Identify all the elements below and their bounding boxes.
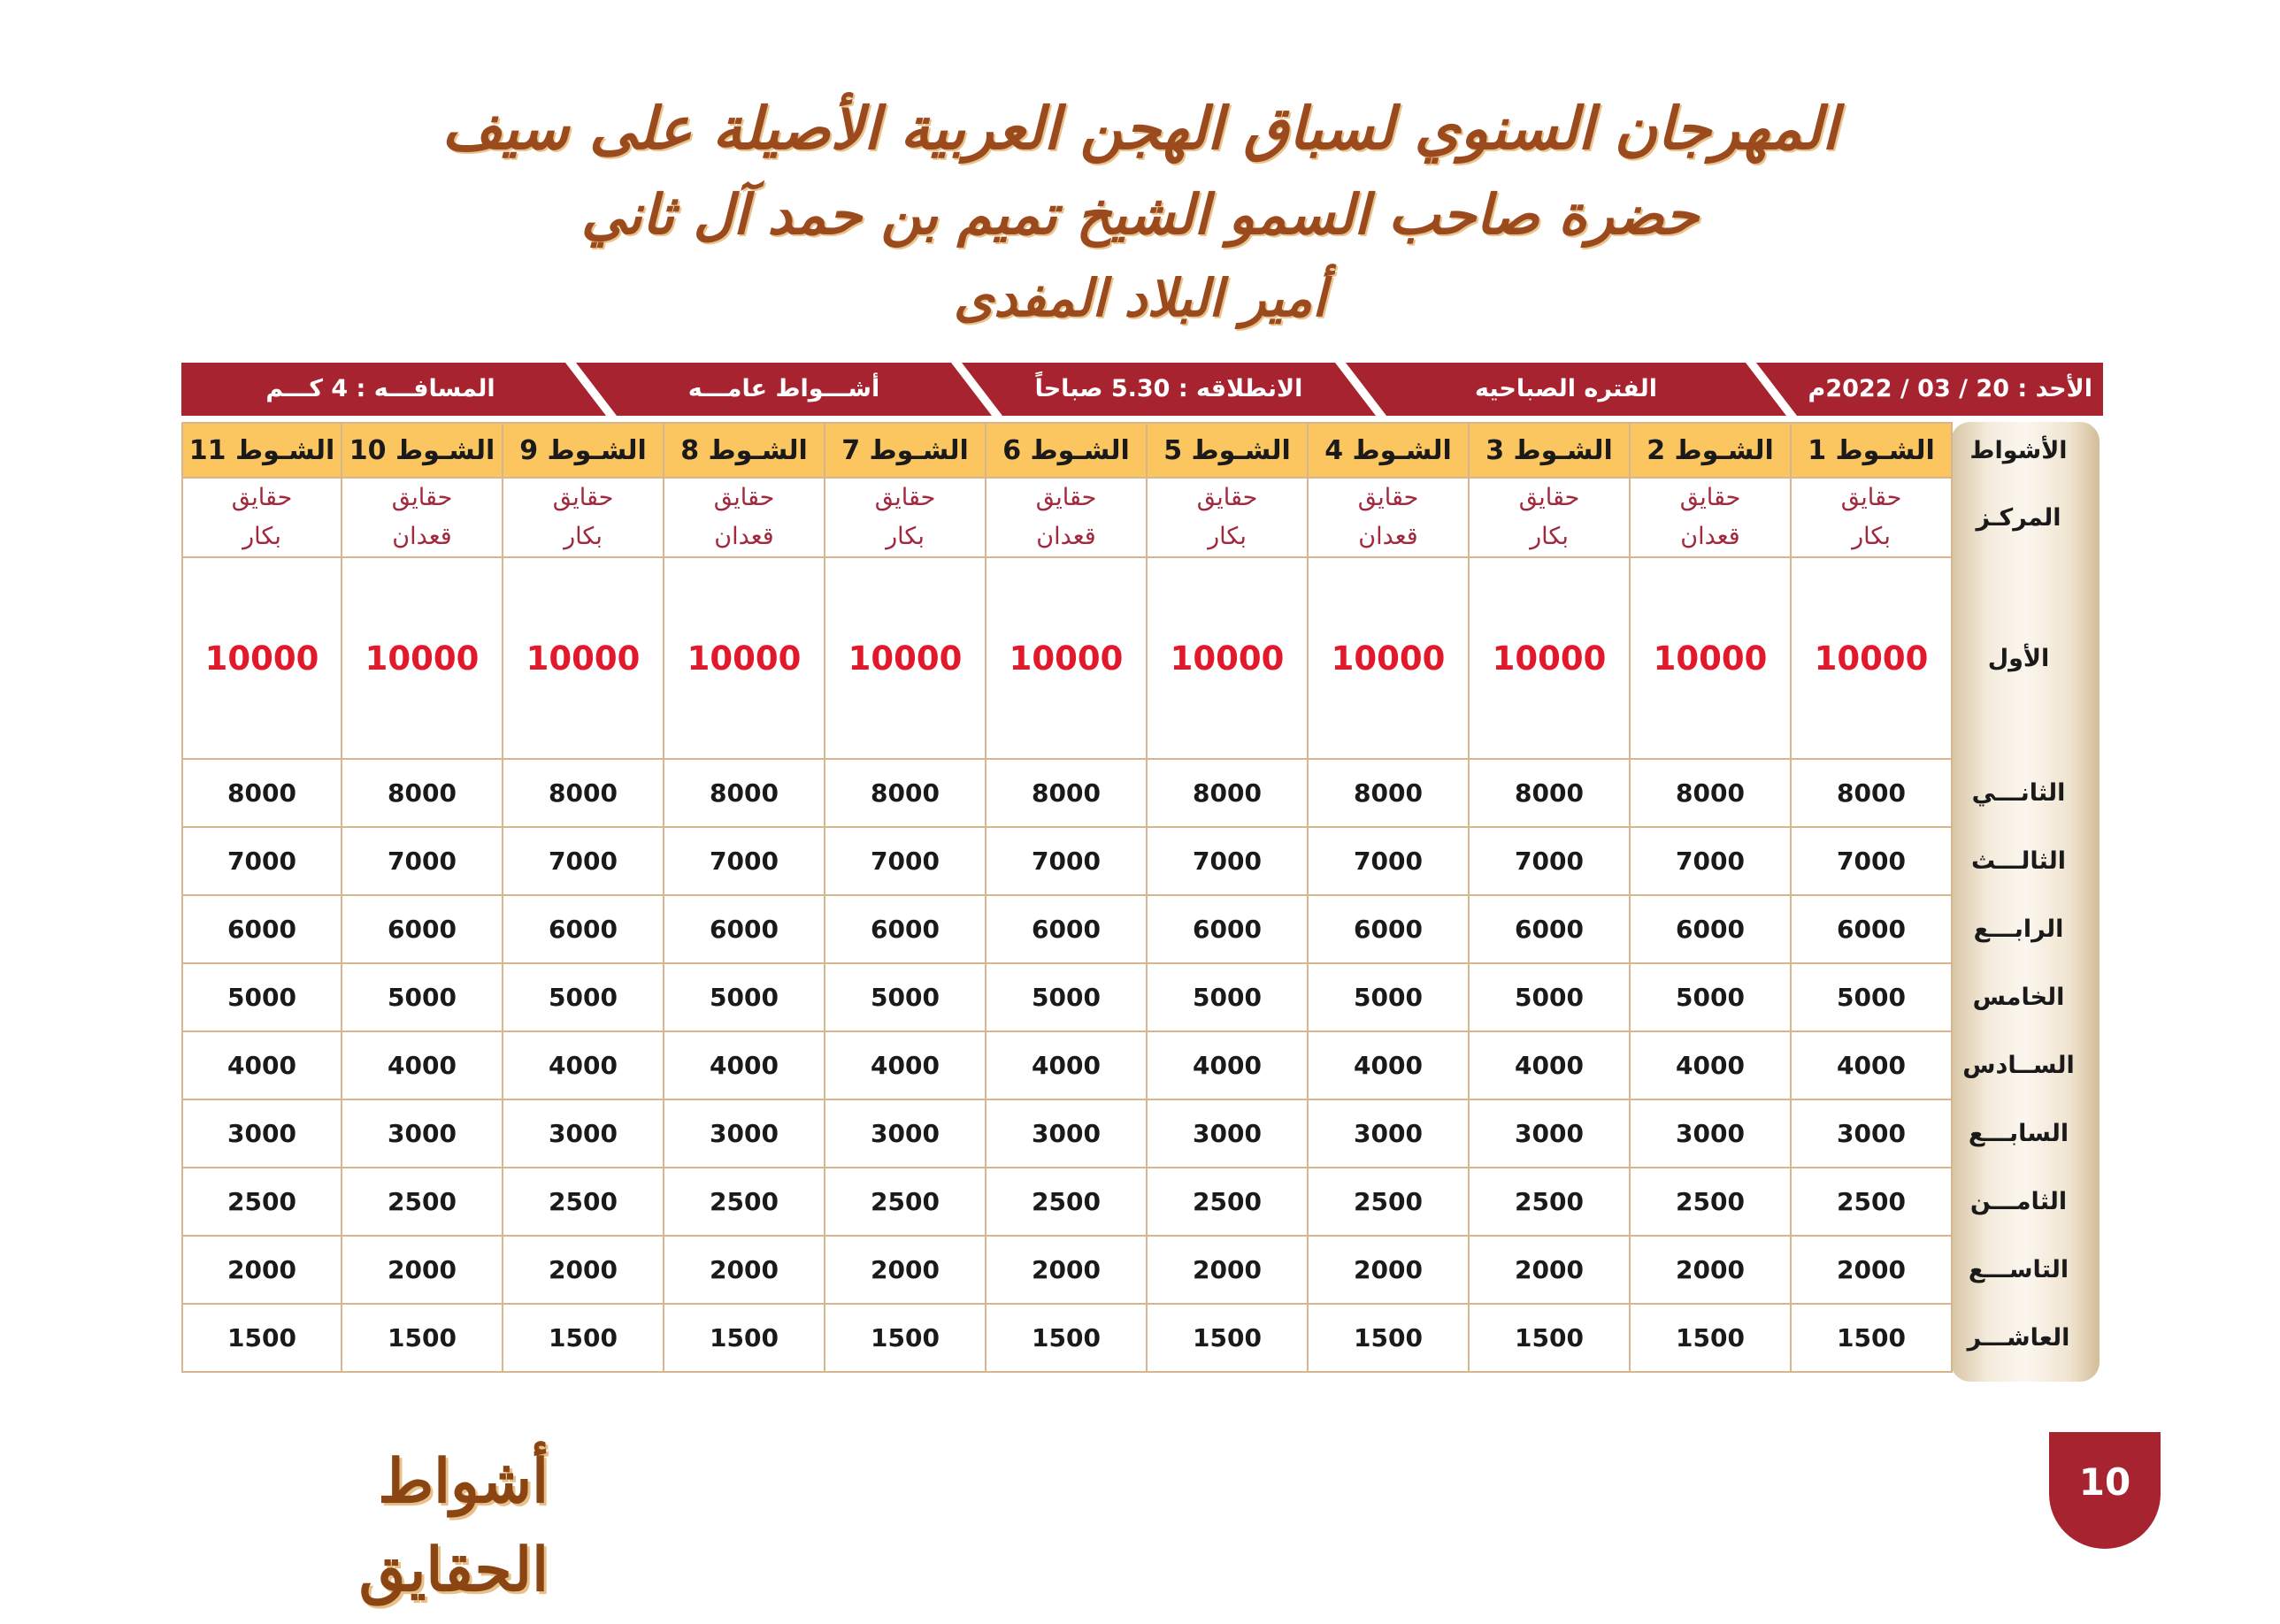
race-header: الشـوط 8 (664, 423, 825, 478)
prize-cell: 7000 (182, 827, 342, 895)
prize-cell: 4000 (1791, 1031, 1952, 1099)
prize-cell: 6000 (503, 895, 664, 963)
prize-cell: 4000 (182, 1031, 342, 1099)
prize-cell: 3000 (503, 1099, 664, 1168)
race-category-cell (986, 478, 1147, 557)
prize-cell: 10000 (1791, 557, 1952, 759)
prize-cell: 5000 (1791, 963, 1952, 1031)
prize-cell: 6000 (1630, 895, 1791, 963)
prize-cell: 2500 (825, 1168, 986, 1236)
race-header: الشـوط 7 (825, 423, 986, 478)
race-header: الشـوط 3 (1469, 423, 1630, 478)
race-category-sub: بكار (242, 523, 281, 550)
banner-start-time: الانطلاقه : 5.30 صباحاً (1034, 375, 1303, 402)
race-category: حقايق (713, 484, 775, 511)
prize-cell: 6000 (1791, 895, 1952, 963)
row-label: الثامـــن (1969, 1188, 2068, 1215)
race-category-cell (182, 478, 342, 557)
prize-cell: 8000 (1630, 759, 1791, 827)
race-category-sub: بكار (1852, 523, 1891, 550)
race-category-cell (1791, 478, 1952, 557)
prize-cell: 5000 (1147, 963, 1308, 1031)
prize-cell: 2000 (182, 1236, 342, 1304)
prize-cell: 3000 (182, 1099, 342, 1168)
prize-cell: 6000 (1469, 895, 1630, 963)
prize-cell: 2500 (182, 1168, 342, 1236)
banner-date: الأحد : 20 / 03 / 2022م (1808, 375, 2092, 402)
prize-cell: 8000 (1791, 759, 1952, 827)
prize-cell: 2500 (1469, 1168, 1630, 1236)
prize-cell: 3000 (342, 1099, 503, 1168)
race-category-cell (503, 478, 664, 557)
row-label: الســادس (1962, 1052, 2075, 1079)
row-label: الثانـــي (1971, 779, 2066, 807)
prize-cell: 3000 (1630, 1099, 1791, 1168)
prize-cell: 4000 (1147, 1031, 1308, 1099)
prize-cell: 2000 (1147, 1236, 1308, 1304)
prize-cell: 10000 (1630, 557, 1791, 759)
prize-cell: 4000 (342, 1031, 503, 1099)
prize-cell: 2500 (1630, 1168, 1791, 1236)
prize-cell: 10000 (664, 557, 825, 759)
row-label: الأول (1987, 644, 2050, 672)
prize-cell: 6000 (182, 895, 342, 963)
prize-cell: 7000 (1308, 827, 1469, 895)
prize-cell: 8000 (1147, 759, 1308, 827)
prize-cell: 1500 (1791, 1304, 1952, 1372)
prize-cell: 1500 (1147, 1304, 1308, 1372)
prize-cell: 8000 (182, 759, 342, 827)
prize-cell: 8000 (664, 759, 825, 827)
race-category-cell (342, 478, 503, 557)
row-label: الثالـــث (1971, 847, 2066, 875)
prize-cell: 4000 (1469, 1031, 1630, 1099)
prize-cell: 10000 (503, 557, 664, 759)
row-label: الخامس (1972, 984, 2065, 1011)
prize-cell: 2000 (986, 1236, 1147, 1304)
prize-row-7 (182, 1099, 2100, 1168)
race-category-cell (825, 478, 986, 557)
prize-cell: 1500 (664, 1304, 825, 1372)
race-category-cell (1308, 478, 1469, 557)
page-header (0, 84, 2280, 339)
category-row (182, 478, 2100, 557)
prize-cell: 2000 (1469, 1236, 1630, 1304)
prize-row-5 (182, 963, 2100, 1031)
prize-cell: 8000 (986, 759, 1147, 827)
prize-cell: 7000 (342, 827, 503, 895)
prize-cell: 3000 (825, 1099, 986, 1168)
race-header: الشـوط 11 (182, 423, 342, 478)
prize-cell: 10000 (1147, 557, 1308, 759)
race-header: الشـوط 6 (986, 423, 1147, 478)
prize-cell: 5000 (503, 963, 664, 1031)
race-category-cell (1630, 478, 1791, 557)
prize-cell: 5000 (1469, 963, 1630, 1031)
prize-cell: 2500 (1308, 1168, 1469, 1236)
prize-cell: 3000 (1791, 1099, 1952, 1168)
prize-cell: 6000 (986, 895, 1147, 963)
prize-cell: 2500 (342, 1168, 503, 1236)
prize-cell: 2000 (342, 1236, 503, 1304)
prize-row-4 (182, 895, 2100, 963)
row-label: العاشـــر (1967, 1324, 2070, 1352)
prize-cell: 6000 (1308, 895, 1469, 963)
race-category-sub: قعدان (1036, 523, 1096, 550)
prize-cell: 1500 (182, 1304, 342, 1372)
prize-row-6 (182, 1031, 2100, 1099)
race-header: الشـوط 1 (1791, 423, 1952, 478)
prize-cell: 5000 (664, 963, 825, 1031)
prize-cell: 3000 (986, 1099, 1147, 1168)
prize-cell: 2000 (1630, 1236, 1791, 1304)
prize-cell: 7000 (1630, 827, 1791, 895)
race-category: حقايق (1518, 484, 1580, 511)
race-category-cell (1469, 478, 1630, 557)
race-category-sub: بكار (1530, 523, 1569, 550)
prize-cell: 10000 (1308, 557, 1469, 759)
race-header: الشـوط 9 (503, 423, 664, 478)
prize-cell: 8000 (825, 759, 986, 827)
prize-cell: 7000 (825, 827, 986, 895)
prize-cell: 4000 (664, 1031, 825, 1099)
prize-cell: 1500 (825, 1304, 986, 1372)
prize-cell: 1500 (342, 1304, 503, 1372)
race-category: حقايق (391, 484, 453, 511)
row-label: الأشواط (1969, 436, 2068, 464)
prize-cell: 10000 (1469, 557, 1630, 759)
prize-cell: 7000 (664, 827, 825, 895)
race-category: حقايق (552, 484, 614, 511)
race-category-sub: بكار (564, 523, 603, 550)
prize-cell: 1500 (1469, 1304, 1630, 1372)
prize-cell: 3000 (1147, 1099, 1308, 1168)
races-row (182, 423, 2100, 478)
prize-cell: 5000 (342, 963, 503, 1031)
prize-cell: 7000 (986, 827, 1147, 895)
prize-cell: 3000 (1469, 1099, 1630, 1168)
header-line-3: أمير البلاد المفدى (953, 268, 1327, 328)
race-category-sub: قعدان (1680, 523, 1740, 550)
prize-cell: 4000 (503, 1031, 664, 1099)
prize-cell: 6000 (1147, 895, 1308, 963)
prize-cell: 7000 (1469, 827, 1630, 895)
prize-row-3 (182, 827, 2100, 895)
info-banner (181, 363, 2103, 416)
prize-cell: 4000 (986, 1031, 1147, 1099)
row-label: الرابـــع (1973, 915, 2064, 943)
race-category-sub: بكار (1208, 523, 1247, 550)
race-header: الشـوط 10 (342, 423, 503, 478)
prize-row-9 (182, 1236, 2100, 1304)
race-category-cell (1147, 478, 1308, 557)
prize-cell: 3000 (664, 1099, 825, 1168)
row-label: التاســـع (1968, 1256, 2069, 1283)
race-category: حقايق (1840, 484, 1902, 511)
prize-cell: 10000 (986, 557, 1147, 759)
race-category: حقايق (1035, 484, 1097, 511)
prize-cell: 2000 (1308, 1236, 1469, 1304)
race-category-sub: قعدان (1358, 523, 1418, 550)
banner-distance: المسافـــه : 4 كـــم (265, 375, 495, 402)
prize-cell: 4000 (1308, 1031, 1469, 1099)
race-category: حقايق (231, 484, 293, 511)
race-category: حقايق (874, 484, 936, 511)
prize-cell: 10000 (182, 557, 342, 759)
banner-period: الفتره الصباحيه (1475, 375, 1657, 402)
prize-cell: 2000 (503, 1236, 664, 1304)
prize-cell: 2500 (503, 1168, 664, 1236)
row-label: المركـز (1976, 503, 2061, 532)
prize-cell: 5000 (986, 963, 1147, 1031)
prize-cell: 5000 (825, 963, 986, 1031)
race-category: حقايق (1196, 484, 1258, 511)
prize-row-10 (182, 1304, 2100, 1372)
prize-cell: 4000 (1630, 1031, 1791, 1099)
prize-cell: 1500 (1630, 1304, 1791, 1372)
race-header: الشـوط 2 (1630, 423, 1791, 478)
prize-cell: 2500 (664, 1168, 825, 1236)
prize-cell: 1500 (503, 1304, 664, 1372)
race-category-sub: قعدان (392, 523, 452, 550)
prize-row-1 (182, 557, 2100, 759)
prize-cell: 8000 (503, 759, 664, 827)
prize-cell: 7000 (503, 827, 664, 895)
prize-cell: 1500 (1308, 1304, 1469, 1372)
prize-cell: 7000 (1791, 827, 1952, 895)
prize-cell: 2000 (1791, 1236, 1952, 1304)
row-label: السابـــع (1968, 1120, 2069, 1147)
prize-cell: 8000 (1308, 759, 1469, 827)
prize-cell: 10000 (825, 557, 986, 759)
prize-cell: 2000 (664, 1236, 825, 1304)
banner-race-type: أشـــواط عامـــه (687, 375, 880, 402)
prize-cell: 5000 (182, 963, 342, 1031)
prize-table (181, 422, 2100, 1373)
section-title: أشواط الحقايق (358, 1446, 549, 1605)
prize-cell: 2500 (1147, 1168, 1308, 1236)
race-category-cell (664, 478, 825, 557)
race-header: الشـوط 4 (1308, 423, 1469, 478)
prize-cell: 5000 (1630, 963, 1791, 1031)
page-number: 10 (2078, 1460, 2131, 1504)
prize-cell: 3000 (1308, 1099, 1469, 1168)
race-category: حقايق (1679, 484, 1741, 511)
prize-cell: 6000 (825, 895, 986, 963)
race-category: حقايق (1357, 484, 1419, 511)
prize-cell: 7000 (1147, 827, 1308, 895)
header-line-2: حضرة صاحب السمو الشيخ تميم بن حمد آل ثاني (580, 182, 1700, 247)
prize-cell: 8000 (1469, 759, 1630, 827)
race-category-sub: قعدان (714, 523, 774, 550)
prize-cell: 2500 (1791, 1168, 1952, 1236)
prize-cell: 5000 (1308, 963, 1469, 1031)
prize-cell: 2500 (986, 1168, 1147, 1236)
prize-cell: 6000 (664, 895, 825, 963)
race-category-sub: بكار (886, 523, 925, 550)
prize-cell: 4000 (825, 1031, 986, 1099)
prize-row-2 (182, 759, 2100, 827)
page-number-badge (2049, 1432, 2161, 1549)
prize-row-8 (182, 1168, 2100, 1236)
prize-cell: 10000 (342, 557, 503, 759)
header-line-1: المهرجان السنوي لسباق الهجن العربية الأصيلة على سيف (441, 94, 1839, 163)
race-header: الشـوط 5 (1147, 423, 1308, 478)
prize-cell: 8000 (342, 759, 503, 827)
prize-cell: 1500 (986, 1304, 1147, 1372)
prize-cell: 2000 (825, 1236, 986, 1304)
prize-cell: 6000 (342, 895, 503, 963)
